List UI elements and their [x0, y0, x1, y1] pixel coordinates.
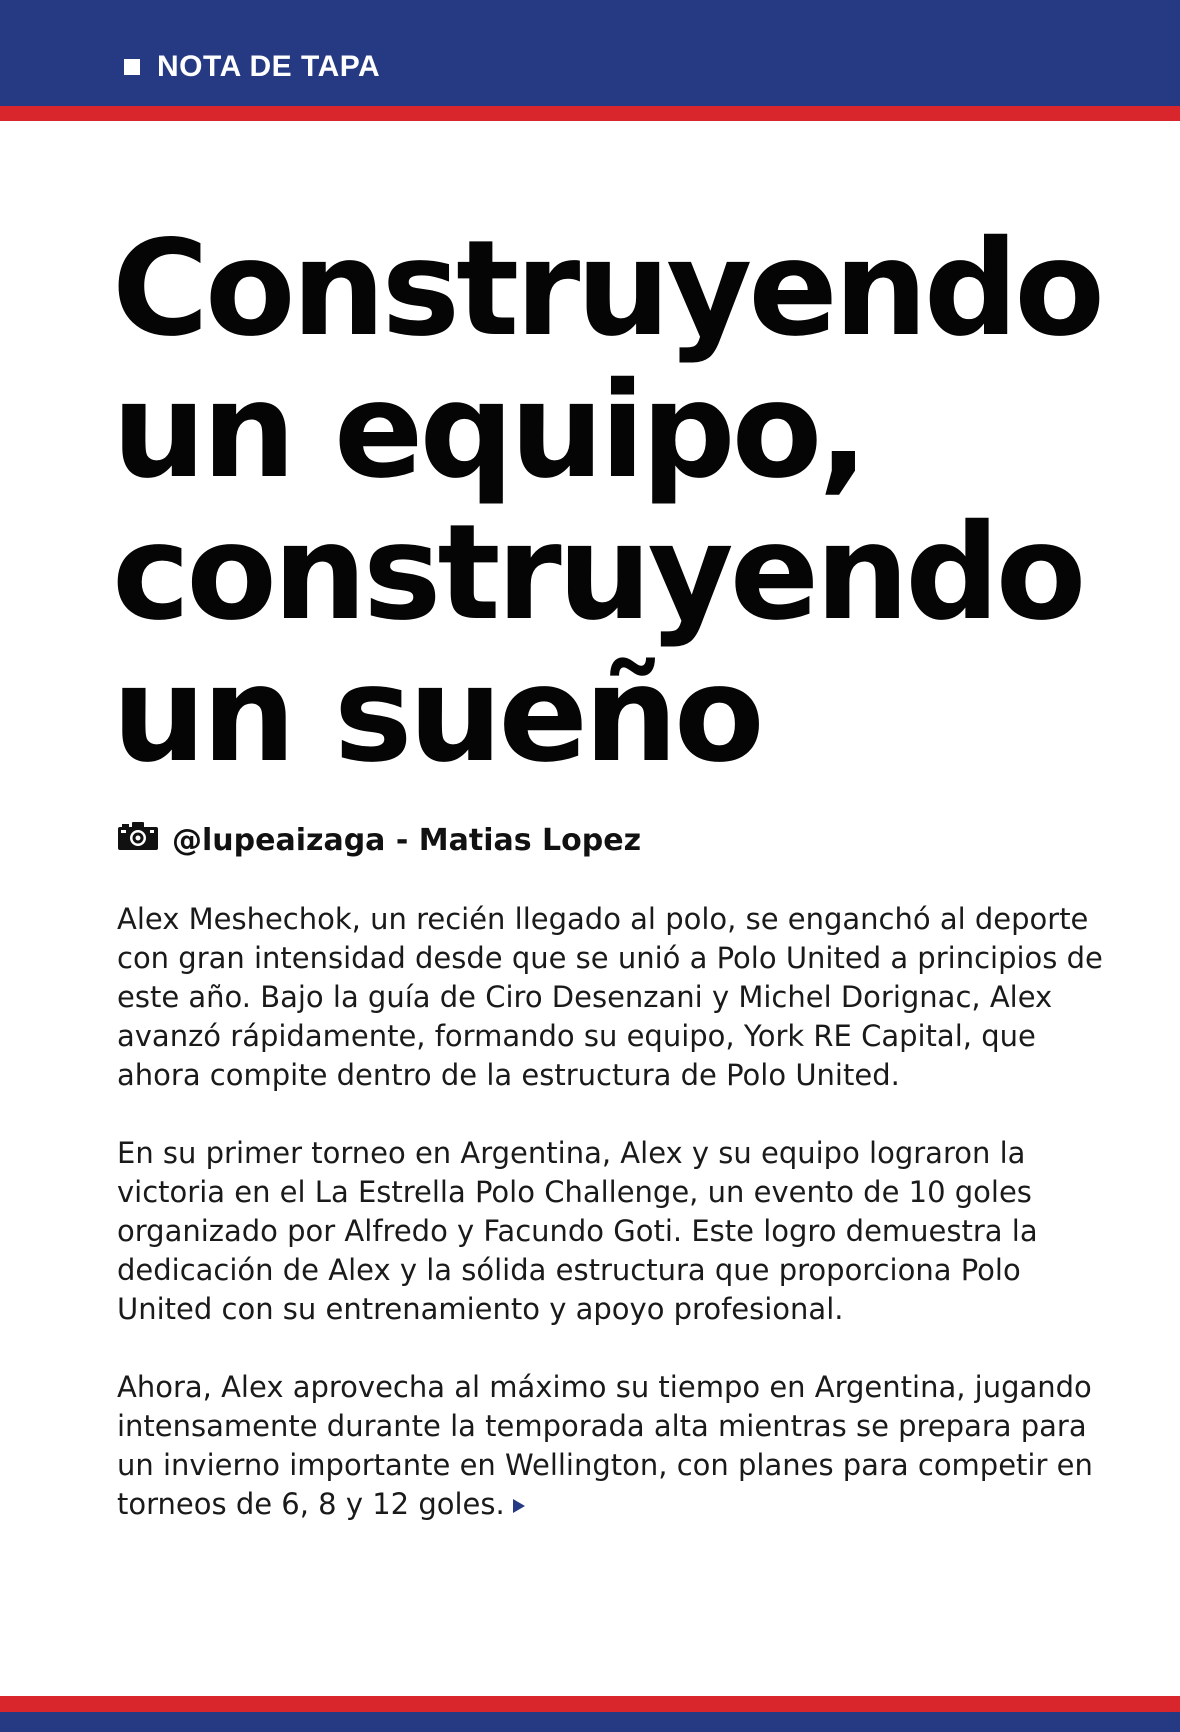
- article-paragraph: En su primer torneo en Argentina, Alex y su equipo lograron la victoria en el La Estrella Polo Challenge, un evento de 10 goles organizado por Alfredo y Facundo Goti. Este logro demuestra la dedicación de Alex y la sólida estructura que proporciona Polo United con su entrenamiento y apoyo profesional.: [117, 1136, 1038, 1326]
- section-label-text: NOTA DE TAPA: [157, 50, 381, 83]
- camera-icon: [118, 822, 158, 858]
- square-bullet-icon: [124, 59, 140, 75]
- triangle-end-icon: [513, 1499, 525, 1513]
- article-body: [117, 900, 1117, 1563]
- footer-stripe: [0, 1696, 1180, 1712]
- section-label: [124, 50, 380, 84]
- article-paragraph-text: Ahora, Alex aprovecha al máximo su tiempo en Argentina, jugando intensamente durante la temporada alta mientras se prepara para un invierno importante en Wellington, con planes para competir en torneos de 6, 8 y 12 goles.: [117, 1370, 1093, 1521]
- headline-line: un sueño: [112, 638, 761, 792]
- photo-credit-text: @lupeaizaga - Matias Lopez: [172, 822, 642, 858]
- photo-credit: [118, 822, 641, 858]
- footer-band: [0, 1712, 1180, 1732]
- headline: [112, 212, 1101, 792]
- article-paragraph-last: [117, 1368, 1117, 1524]
- header-stripe: [0, 106, 1180, 121]
- headline-line: Construyendo: [112, 212, 1101, 366]
- headline-line: un equipo,: [112, 354, 865, 508]
- headline-line: construyendo: [112, 496, 1083, 650]
- article-paragraph: Alex Meshechok, un recién llegado al polo, se enganchó al deporte con gran intensidad desde que se unió a Polo United a principios de este año. Bajo la guía de Ciro Desenzani y Michel Dorignac, Alex avanzó rápidamente, formando su equipo, York RE Capital, que ahora compite dentro de la estructura de Polo United.: [117, 902, 1103, 1092]
